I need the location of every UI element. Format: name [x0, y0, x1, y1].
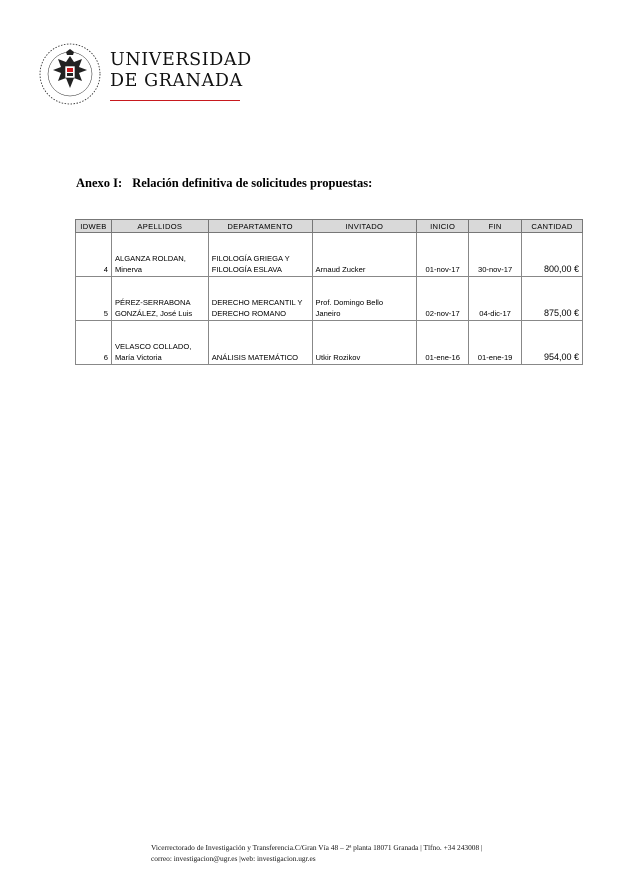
- page-footer: [151, 843, 483, 864]
- col-invitado: INVITADO: [312, 220, 417, 233]
- table-row: [76, 321, 583, 365]
- col-apellidos: APELLIDOS: [111, 220, 208, 233]
- cell-cantidad: 875,00 €: [522, 277, 583, 321]
- annex-title-text: Relación definitiva de solicitudes propuestas:: [132, 176, 373, 190]
- table-row: [76, 277, 583, 321]
- cell-fin: 04-dic-17: [469, 277, 522, 321]
- cell-apellidos: ALGANZA ROLDAN, Minerva: [111, 233, 208, 277]
- col-departamento: DEPARTAMENTO: [208, 220, 312, 233]
- cell-departamento: DERECHO MERCANTIL Y DERECHO ROMANO: [208, 277, 312, 321]
- university-name-line1: UNIVERSIDAD: [110, 50, 252, 70]
- cell-inicio: 02-nov-17: [417, 277, 469, 321]
- cell-cantidad: 954,00 €: [522, 321, 583, 365]
- header-red-rule: [110, 100, 240, 101]
- cell-inicio: 01-nov-17: [417, 233, 469, 277]
- annex-label: Anexo I:: [76, 176, 123, 190]
- university-seal-icon: [38, 42, 102, 106]
- cell-idweb: 5: [76, 277, 112, 321]
- cell-fin: 30-nov-17: [469, 233, 522, 277]
- cell-apellidos: VELASCO COLLADO, María Victoria: [111, 321, 208, 365]
- cell-idweb: 4: [76, 233, 112, 277]
- footer-line1: Vicerrectorado de Investigación y Transferencia.C/Gran Vía 48 – 2ª planta 18071 Granada | Tlfno. +34 243008 |: [151, 843, 483, 852]
- cell-idweb: 6: [76, 321, 112, 365]
- table-row: [76, 233, 583, 277]
- cell-invitado: Utkir Rozikov: [312, 321, 417, 365]
- cell-cantidad: 800,00 €: [522, 233, 583, 277]
- col-inicio: INICIO: [417, 220, 469, 233]
- col-cantidad: CANTIDAD: [522, 220, 583, 233]
- annex-title: [76, 176, 372, 191]
- cell-departamento: ANÁLISIS MATEMÁTICO: [208, 321, 312, 365]
- cell-apellidos: PÉREZ-SERRABONA GONZÁLEZ, José Luis: [111, 277, 208, 321]
- university-name: [110, 50, 252, 92]
- university-name-line2: DE GRANADA: [110, 71, 243, 91]
- cell-departamento: FILOLOGÍA GRIEGA Y FILOLOGÍA ESLAVA: [208, 233, 312, 277]
- col-fin: FIN: [469, 220, 522, 233]
- table-header-row: [76, 220, 583, 233]
- requests-table: [75, 219, 583, 365]
- cell-inicio: 01-ene-16: [417, 321, 469, 365]
- cell-invitado: Arnaud Zucker: [312, 233, 417, 277]
- university-header: [38, 42, 252, 112]
- cell-invitado: Prof. Domingo Bello Janeiro: [312, 277, 417, 321]
- footer-line2: correo: investigacion@ugr.es |web: investigacion.ugr.es: [151, 853, 316, 863]
- col-idweb: IDWEB: [76, 220, 112, 233]
- cell-fin: 01-ene-19: [469, 321, 522, 365]
